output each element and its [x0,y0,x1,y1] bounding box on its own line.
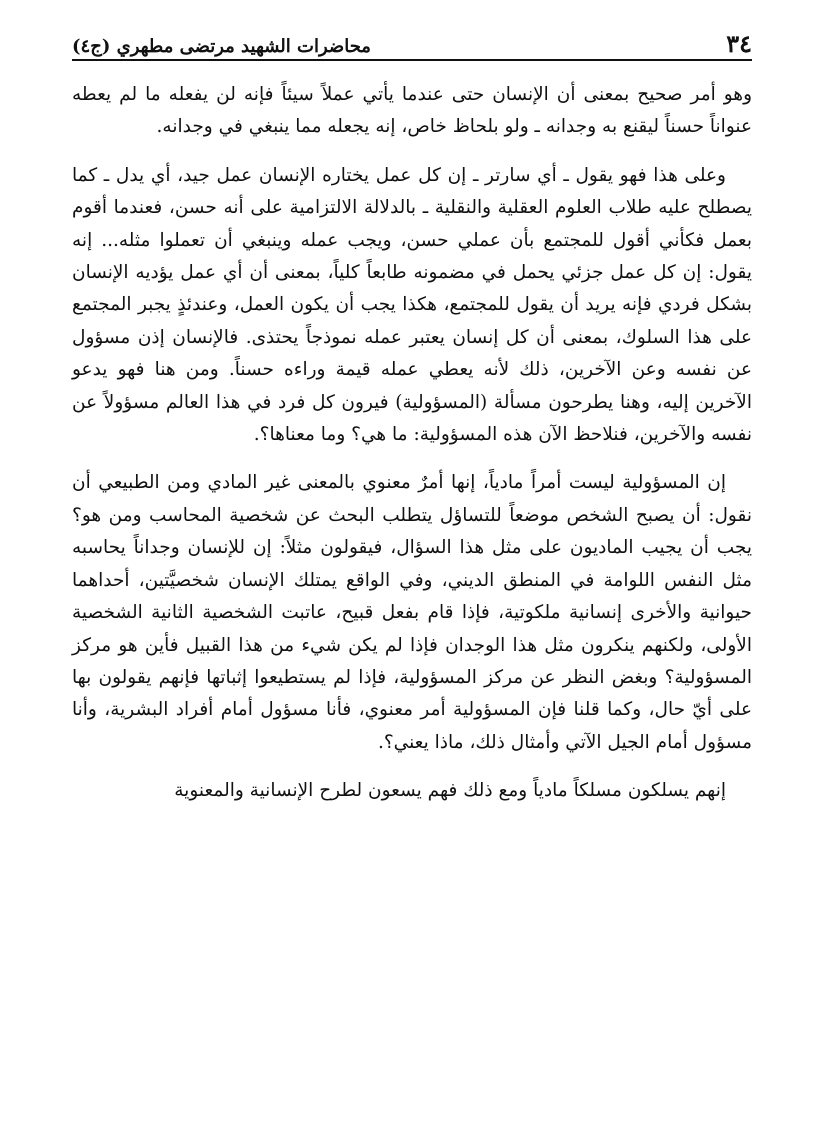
paragraph: إنهم يسلكون مسلكاً مادياً ومع ذلك فهم يسعون لطرح الإنسانية والمعنوية [174,780,726,802]
book-page [72,18,752,824]
page-number: ٣٤ [726,29,752,58]
page-body [72,79,752,808]
paragraph: وهو أمر صحيح بمعنى أن الإنسان حتى عندما يأتي عملاً سيئاً فإنه لن يفعله ما لم يعطه عنواناً حسناً ليقنع به وجدانه ـ ولو بلحاظ خاص، إنه يجعله مما ينبغي في وجدانه. [72,84,752,138]
paragraph: إن المسؤولية ليست أمراً مادياً، إنها أمرٌ معنوي بالمعنى غير المادي ومن الطبيعي أن نقول: أن يصبح الشخص موضعاً للتساؤل يتطلب البحث عن شخصية المحاسب ومن هو؟ يجب أن يجيب الماديون على مثل هذا السؤال، فيقولون مثلاً: إن للإنسان وجداناً يحاسبه مثل النفس اللوامة في المنطق الديني، وفي الواقع يمتلك الإنسان شخصيَّتين، أحداهما حيوانية والأخرى إنسانية ملكوتية، فإذا قام بفعل قبيح، عاتبت الشخصية الثانية الشخصية الأولى، ولكنهم ينكرون مثل هذا الوجدان فإذا لم يكن شيء من هذا القبيل فأين هو مركز المسؤولية؟ وبغض النظر عن مركز المسؤولية، فإذا لم يستطيعوا إثباتها فإنهم يقولون بها على أيّ حال، وكما قلنا فإن المسؤولية أمر معنوي، فأنا مسؤول أمام أفراد البشرية، وأنا مسؤول أمام الجيل الآتي وأمثال ذلك، ماذا يعني؟. [72,472,752,753]
paragraph: وعلى هذا فهو يقول ـ أي سارتر ـ إن كل عمل يختاره الإنسان عمل جيد، أي يدل ـ كما يصطلح عليه طلاب العلوم العقلية والنقلية ـ بالدلالة الالتزامية على أنه حسن، فعندما أقوم بعمل فكأني أقول للمجتمع بأن عملي حسن، ويجب عمله وينبغي أن تعملوا مثله... إنه يقول: إن كل عمل جزئي يحمل في مضمونه طابعاً كلياً، بمعنى أن أي عمل يؤديه الإنسان بشكل فردي فإنه يريد أن يقول للمجتمع، هكذا يجب أن يكون العمل، وعندئذٍ يجبر المجتمع على هذا السلوك، بمعنى أن كل إنسان يعتبر عمله نموذجاً يحتذى. فالإنسان إذن مسؤول عن نفسه وعن الآخرين، ذلك لأنه يعطي عمله قيمة وراءه حسناً. ومن هنا فهو يدعو الآخرين إليه، وهنا يطرحون مسألة (المسؤولية) فيرون كل فرد في هذا العالم مسؤولاً عن نفسه والآخرين، فنلاحظ الآن هذه المسؤولية: ما هي؟ وما معناها؟. [72,164,752,446]
running-title: محاضرات الشهيد مرتضى مطهري (ج٤) [72,36,371,57]
page-header [72,18,752,61]
